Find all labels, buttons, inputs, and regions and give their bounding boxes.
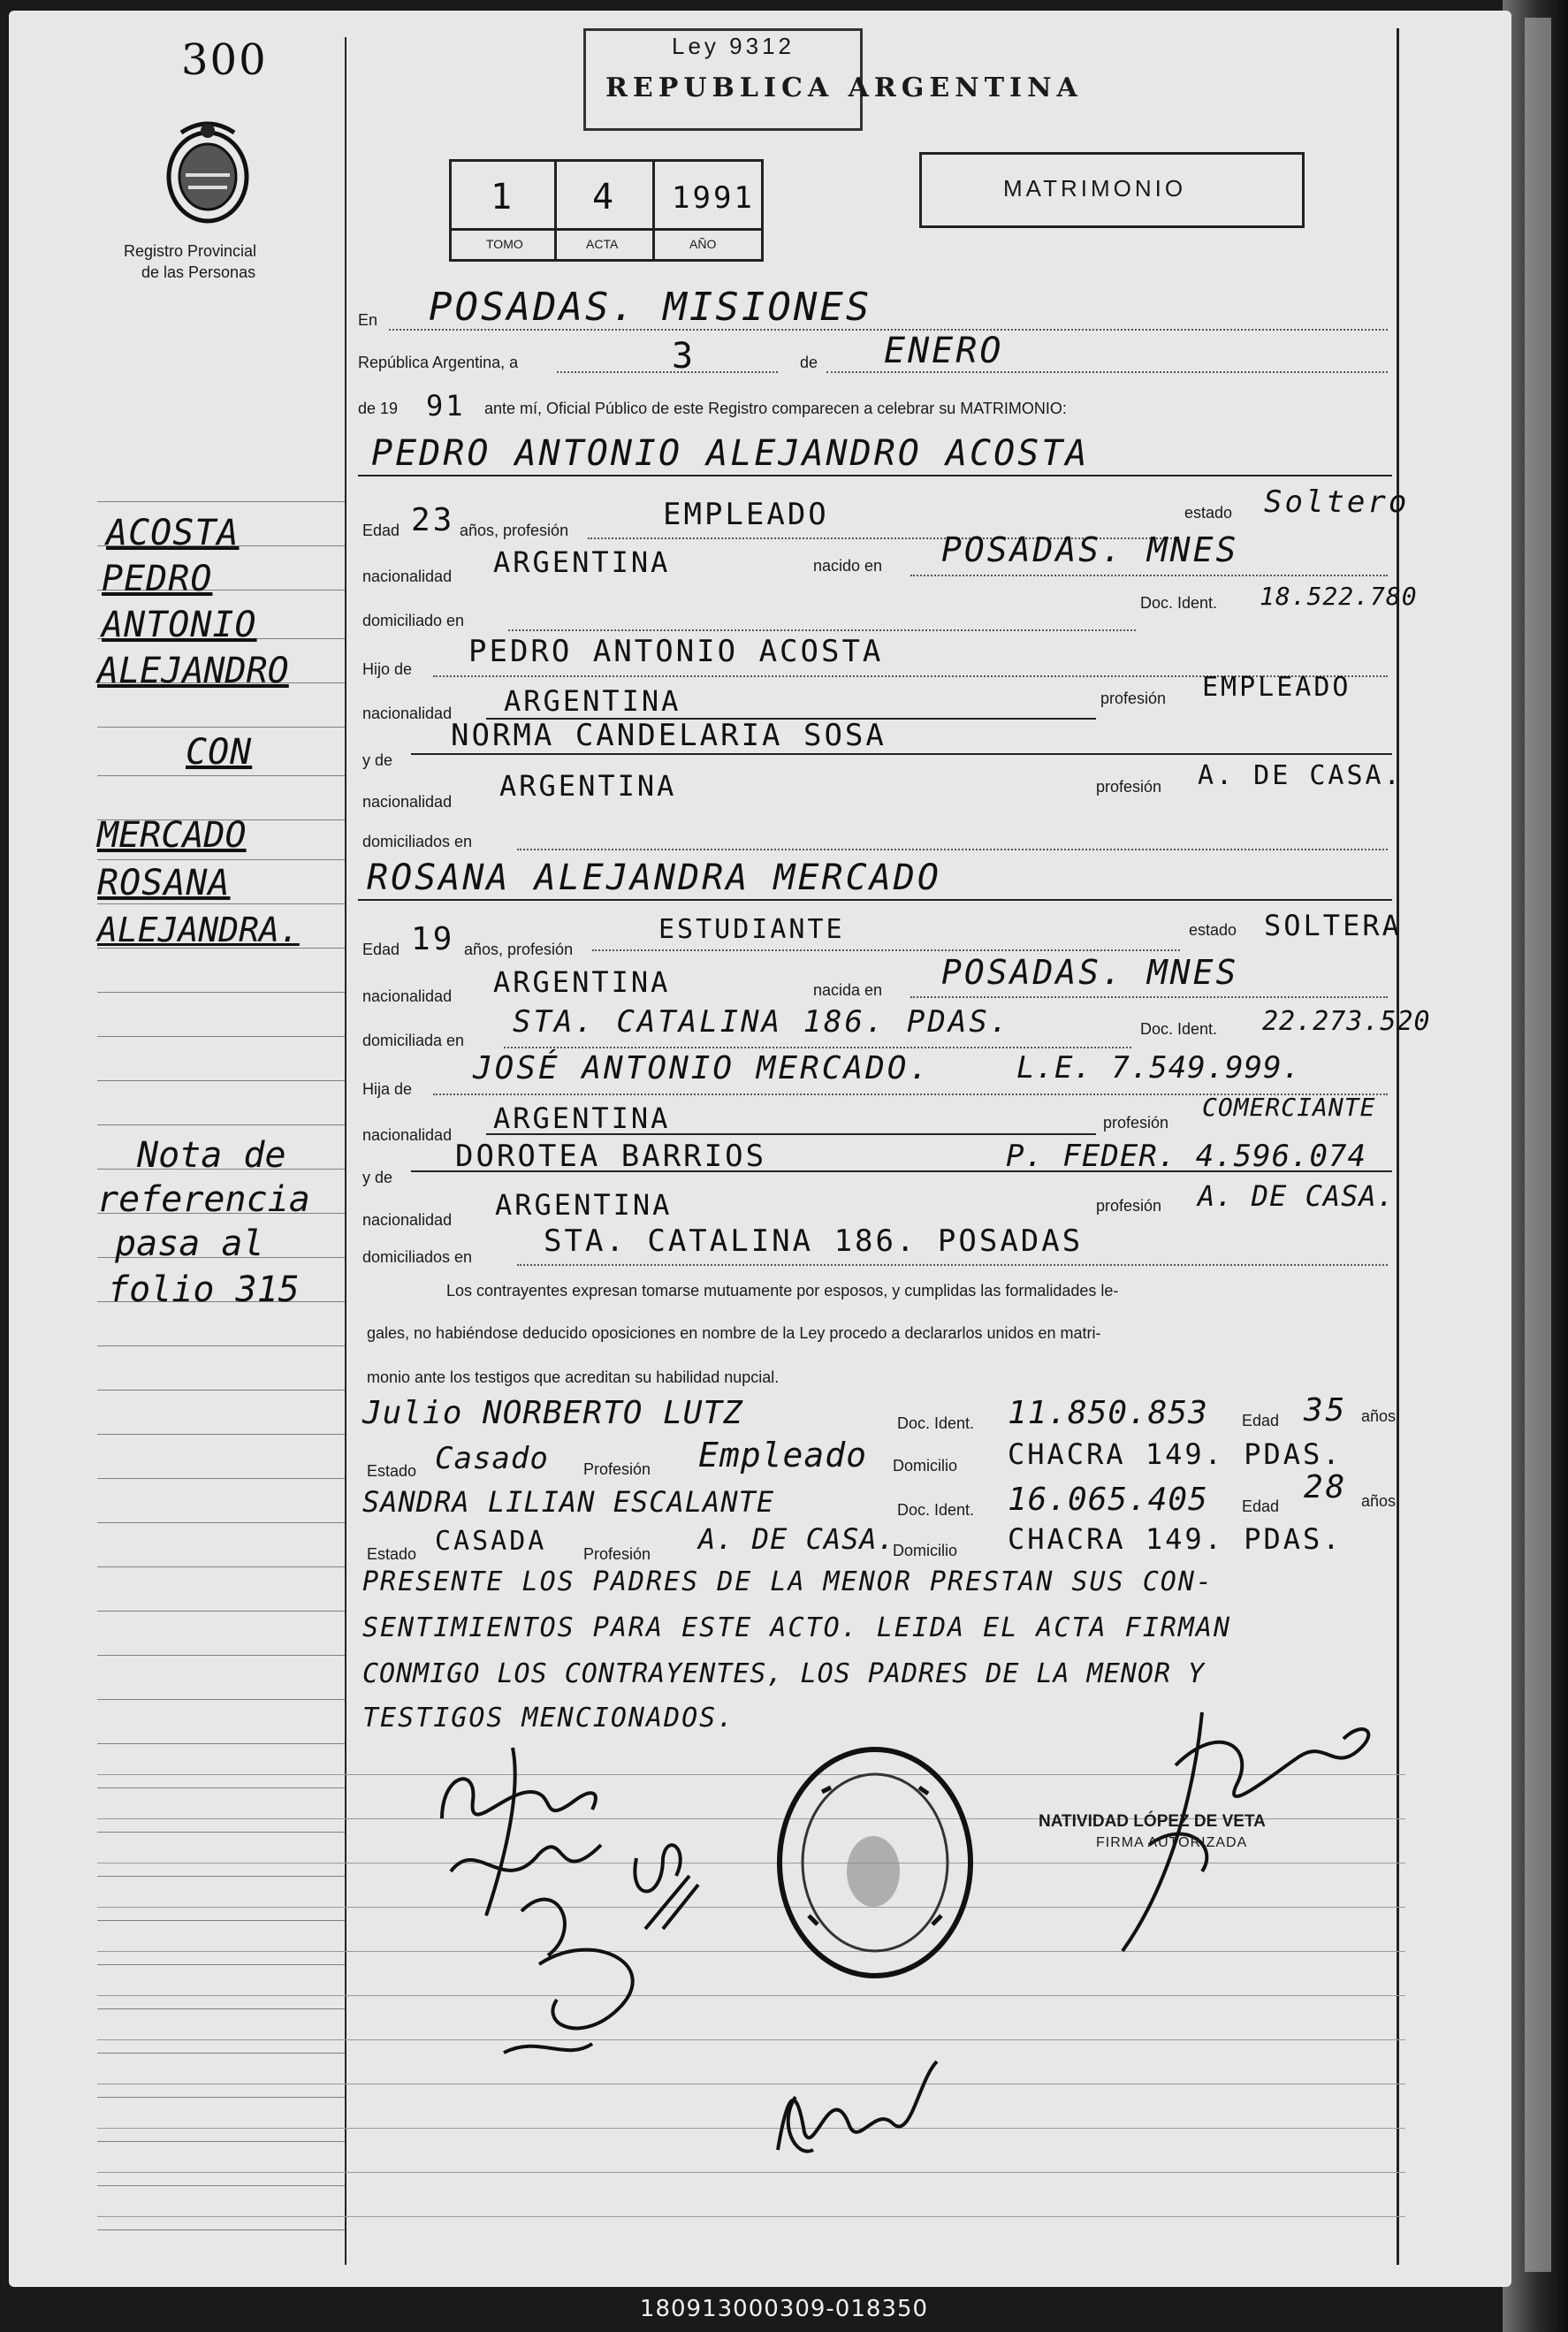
provincial-seal-icon xyxy=(155,115,261,234)
contrayente2-padre: JOSÉ ANTONIO MERCADO. xyxy=(473,1050,932,1086)
law-stamp-line1: Ley 9312 xyxy=(672,33,795,59)
margin-ruled-line xyxy=(97,1478,345,1479)
testigo2-doc: 16.065.405 xyxy=(1008,1482,1208,1518)
intro-text: ante mí, Oficial Público de este Registro comparecen a celebrar su MATRIMONIO: xyxy=(484,400,1067,417)
contrayente2-profesion: ESTUDIANTE xyxy=(658,914,845,945)
label-dom-t1: Domicilio xyxy=(893,1457,958,1475)
label-nacida-en: nacida en xyxy=(813,981,883,999)
label-anos-profesion2: años, profesión xyxy=(464,941,574,958)
contrayente1-madre: NORMA CANDELARIA SOSA xyxy=(451,718,887,753)
testigo1-domicilio: CHACRA 149. PDAS. xyxy=(1008,1437,1343,1471)
ruled-line xyxy=(97,2128,1405,2129)
contrayente2-domicilio: STA. CATALINA 186. PDAS. xyxy=(513,1004,1011,1040)
margin-note-2: referencia xyxy=(97,1179,310,1220)
margin-note-1: Nota de xyxy=(137,1135,286,1176)
contrayente2-nacida-en: POSADAS. MNES xyxy=(941,953,1239,992)
label-prof-padre2: profesión xyxy=(1103,1114,1169,1132)
testigo1-edad: 35 xyxy=(1304,1392,1348,1429)
label-hijo-de: Hijo de xyxy=(362,660,413,678)
document-id-footer: 180913000309-018350 xyxy=(639,2296,929,2322)
line-madre1 xyxy=(411,753,1392,755)
label-prof-t1: Profesión xyxy=(583,1460,651,1478)
contrayente2-madre-doc: P. FEDER. 4.596.074 xyxy=(1006,1139,1366,1174)
body-text-line3: monio ante los testigos que acreditan su habilidad nupcial. xyxy=(367,1368,780,1386)
line-domiciliado xyxy=(508,629,1136,631)
label-edad2: Edad xyxy=(362,941,400,958)
contrayente2-nacionalidad: ARGENTINA xyxy=(493,965,671,999)
margin-ruled-line xyxy=(97,2097,345,2098)
label-hija-de: Hija de xyxy=(362,1080,413,1098)
margin-ruled-line xyxy=(97,1876,345,1877)
contrayente2-estado: SOLTERA xyxy=(1264,909,1402,942)
label-prof-padre1: profesión xyxy=(1100,690,1167,707)
contrayente2-domicilio-padres: STA. CATALINA 186. POSADAS xyxy=(544,1223,1084,1259)
margin-ruled-line xyxy=(97,501,345,502)
line-domiciliada xyxy=(504,1047,1131,1048)
acta-label: ACTA xyxy=(586,237,619,251)
label-nacido-en: nacido en xyxy=(813,557,883,575)
tomo-label: TOMO xyxy=(486,237,523,251)
margin-ruled-line xyxy=(97,2229,345,2230)
margin-ruled-line xyxy=(97,1964,345,1965)
contrayente2-padre-doc: L.E. 7.549.999. xyxy=(1016,1050,1302,1086)
contrayente1-padre: PEDRO ANTONIO ACOSTA xyxy=(468,634,884,669)
margin-ruled-line xyxy=(97,1124,345,1125)
contrayente1-nacido-en: POSADAS. MNES xyxy=(941,530,1239,569)
observaciones-line2: SENTIMIENTOS PARA ESTE ACTO. LEIDA EL ACTA FIRMAN xyxy=(362,1612,1232,1643)
margin-ruled-line xyxy=(97,1832,345,1833)
contrayente1-doc: 18.522.780 xyxy=(1260,582,1418,611)
witness-signature xyxy=(760,2044,963,2176)
ruled-line xyxy=(97,2216,1405,2217)
dia-value: 3 xyxy=(672,336,696,377)
margin-ruled-line xyxy=(97,1345,345,1346)
line-nacido xyxy=(910,575,1388,576)
margin-name-4: ALEJANDRO xyxy=(97,651,289,691)
testigo2-name: SANDRA LILIAN ESCALANTE xyxy=(362,1485,775,1519)
observaciones-line3: CONMIGO LOS CONTRAYENTES, LOS PADRES DE LA MENOR Y xyxy=(362,1658,1206,1689)
contrayente2-name: ROSANA ALEJANDRA MERCADO xyxy=(367,857,941,898)
margin-ruled-line xyxy=(97,1522,345,1523)
contrayente2-madre: DOROTEA BARRIOS xyxy=(455,1139,767,1174)
label-y-de2: y de xyxy=(362,1169,393,1186)
line-dia xyxy=(557,371,778,373)
label-domiciliados2: domiciliados en xyxy=(362,1248,473,1266)
label-estado1: estado xyxy=(1184,504,1233,522)
label-prof-t2: Profesión xyxy=(583,1545,651,1563)
label-prof-madre2: profesión xyxy=(1096,1197,1162,1215)
margin-name-7: ROSANA xyxy=(97,863,231,903)
label-estado-t1: Estado xyxy=(367,1462,417,1480)
observaciones-line4: TESTIGOS MENCIONADOS. xyxy=(362,1703,735,1734)
contrayente2-madre-nac: ARGENTINA xyxy=(495,1188,673,1222)
label-anos-t1: años xyxy=(1361,1407,1397,1425)
label-de-mes: de xyxy=(800,354,818,371)
margin-ruled-line xyxy=(97,1611,345,1612)
contrayente1-edad: 23 xyxy=(411,502,455,538)
officer-title: FIRMA AUTORIZADA xyxy=(1096,1835,1248,1850)
margin-name-8: ALEJANDRA. xyxy=(97,911,300,949)
contrayente1-profesion: EMPLEADO xyxy=(663,497,829,532)
label-doc2: Doc. Ident. xyxy=(1140,1020,1218,1038)
testigo2-profesion: A. DE CASA. xyxy=(698,1522,895,1556)
margin-ruled-line xyxy=(97,903,345,904)
label-domiciliado: domiciliado en xyxy=(362,612,465,629)
contrayente1-madre-prof: A. DE CASA. xyxy=(1198,760,1403,791)
margin-ruled-line xyxy=(97,1920,345,1921)
margin-ruled-line xyxy=(97,1655,345,1656)
label-de-year: de 19 xyxy=(358,400,399,417)
margin-name-2: PEDRO xyxy=(102,559,213,599)
registry-name-line1: Registro Provincial xyxy=(124,242,257,260)
ano-label: AÑO xyxy=(689,237,717,251)
testigo1-name: Julio NORBERTO LUTZ xyxy=(362,1395,743,1431)
label-estado-t2: Estado xyxy=(367,1545,417,1563)
right-margin-line xyxy=(1397,28,1399,2265)
contrayente2-doc: 22.273.520 xyxy=(1262,1006,1431,1037)
ruled-line xyxy=(97,2172,1405,2173)
contrayente2-edad: 19 xyxy=(411,921,455,957)
registry-name-line2: de las Personas xyxy=(141,263,256,281)
testigo2-domicilio: CHACRA 149. PDAS. xyxy=(1008,1522,1343,1556)
margin-ruled-line xyxy=(97,2008,345,2009)
margin-ruled-line xyxy=(97,1390,345,1391)
line-nacida xyxy=(910,996,1388,998)
label-edad-t1: Edad xyxy=(1242,1412,1280,1429)
margin-name-5: CON xyxy=(186,732,253,773)
register-page xyxy=(9,11,1511,2287)
label-anos-profesion1: años, profesión xyxy=(460,522,569,539)
registry-round-stamp-icon xyxy=(769,1739,981,1986)
contrayente1-padre-prof: EMPLEADO xyxy=(1202,672,1351,703)
record-type: MATRIMONIO xyxy=(1003,175,1187,202)
margin-name-1: ACOSTA xyxy=(106,513,240,553)
contrayente1-name: PEDRO ANTONIO ALEJANDRO ACOSTA xyxy=(371,433,1090,474)
observaciones-line1: PRESENTE LOS PADRES DE LA MENOR PRESTAN SUS CON- xyxy=(362,1566,1214,1597)
label-nac-padre2: nacionalidad xyxy=(362,1126,453,1144)
contrayente1-estado: Soltero xyxy=(1264,484,1410,520)
margin-ruled-line xyxy=(97,727,345,728)
contrayente1-nacionalidad: ARGENTINA xyxy=(493,545,671,579)
ruled-line xyxy=(97,1995,1405,1996)
label-doc-t1: Doc. Ident. xyxy=(897,1414,975,1432)
body-text-line1: Los contrayentes expresan tomarse mutuamente por esposos, y cumplidas las formalidades le- xyxy=(446,1282,1119,1299)
margin-note-4: folio 315 xyxy=(108,1269,300,1310)
contrayente1-padre-nac: ARGENTINA xyxy=(504,684,681,718)
line-domiciliados2 xyxy=(517,1264,1388,1266)
margin-name-6: MERCADO xyxy=(97,815,247,856)
label-nac-madre1: nacionalidad xyxy=(362,793,453,811)
label-nac-padre1: nacionalidad xyxy=(362,705,453,722)
margin-ruled-line xyxy=(97,1566,345,1567)
testigo1-doc: 11.850.853 xyxy=(1008,1395,1208,1431)
body-text-line2: gales, no habiéndose deducido oposiciones en nombre de la Ley procedo a declararlos unidos en matri- xyxy=(367,1324,1101,1342)
margin-ruled-line xyxy=(97,2185,345,2186)
ano-value: 1991 xyxy=(672,180,755,216)
label-edad1: Edad xyxy=(362,522,400,539)
margin-ruled-line xyxy=(97,775,345,776)
label-domiciliada: domiciliada en xyxy=(362,1032,465,1049)
label-y-de1: y de xyxy=(362,751,393,769)
official-signature xyxy=(1096,1695,1388,1969)
label-anos-t2: años xyxy=(1361,1492,1397,1510)
margin-ruled-line xyxy=(97,1036,345,1037)
margin-ruled-line xyxy=(97,1080,345,1081)
page-number: 300 xyxy=(181,35,268,85)
testigo2-edad: 28 xyxy=(1304,1469,1348,1505)
line-contrayente1 xyxy=(358,475,1392,476)
label-republica: República Argentina, a xyxy=(358,354,519,371)
label-nac2: nacionalidad xyxy=(362,987,453,1005)
label-dom-t2: Domicilio xyxy=(893,1542,958,1559)
republic-title: REPUBLICA ARGENTINA xyxy=(605,72,1083,103)
acta-value: 4 xyxy=(592,177,617,217)
tomo-value: 1 xyxy=(491,177,515,217)
label-estado2: estado xyxy=(1189,921,1237,939)
testigo1-estado: Casado xyxy=(435,1441,549,1476)
testigo1-profesion: Empleado xyxy=(698,1436,868,1475)
lugar-value: POSADAS. MISIONES xyxy=(429,285,872,330)
label-doc-t2: Doc. Ident. xyxy=(897,1501,975,1519)
line-mes xyxy=(826,371,1388,373)
line-prof2 xyxy=(592,949,1180,951)
margin-ruled-line xyxy=(97,992,345,993)
label-domiciliados1: domiciliados en xyxy=(362,833,473,850)
margin-ruled-line xyxy=(97,1699,345,1700)
contrayente2-padre-prof: COMERCIANTE xyxy=(1202,1093,1376,1122)
contrayente2-padre-nac: ARGENTINA xyxy=(493,1101,671,1135)
line-contrayente2 xyxy=(358,899,1392,901)
margin-ruled-line xyxy=(97,1787,345,1788)
contrayente2-signature xyxy=(486,1823,716,2088)
line-domiciliados1 xyxy=(517,849,1388,850)
label-edad-t2: Edad xyxy=(1242,1498,1280,1515)
officer-name: NATIVIDAD LÓPEZ DE VETA xyxy=(1039,1812,1266,1831)
margin-note-3: pasa al xyxy=(115,1223,264,1264)
label-nac1: nacionalidad xyxy=(362,568,453,585)
label-prof-madre1: profesión xyxy=(1096,778,1162,796)
margin-ruled-line xyxy=(97,859,345,860)
margin-ruled-line xyxy=(97,1743,345,1744)
anio-value: 91 xyxy=(426,389,466,423)
contrayente1-madre-nac: ARGENTINA xyxy=(499,769,677,803)
margin-ruled-line xyxy=(97,1434,345,1435)
mes-value: ENERO xyxy=(884,331,1004,371)
label-nac-madre2: nacionalidad xyxy=(362,1211,453,1229)
testigo2-estado: CASADA xyxy=(435,1526,547,1557)
margin-ruled-line xyxy=(97,2053,345,2054)
left-margin-line xyxy=(345,37,346,2265)
margin-ruled-line xyxy=(97,2141,345,2142)
contrayente2-madre-prof: A. DE CASA. xyxy=(1198,1179,1395,1213)
margin-name-3: ANTONIO xyxy=(102,605,257,645)
next-page-edge xyxy=(1525,18,1551,2272)
ruled-line xyxy=(97,2039,1405,2040)
label-en: En xyxy=(358,311,378,329)
label-doc1: Doc. Ident. xyxy=(1140,594,1218,612)
